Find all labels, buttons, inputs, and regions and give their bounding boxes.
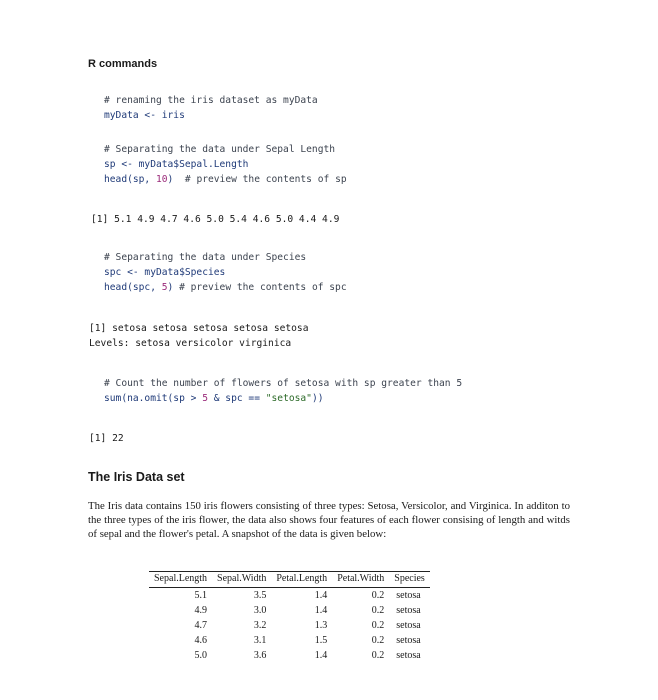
output-spc-head <box>89 321 309 351</box>
output-sp-head: [1] 5.1 4.9 4.7 4.6 5.0 5.4 4.6 5.0 4.4 4.9 <box>91 214 340 225</box>
code-line: sp <- myData$Sepal.Length <box>104 159 249 170</box>
table-cell: 3.0 <box>253 605 267 616</box>
output-levels: Levels: setosa versicolor virginica <box>89 338 292 349</box>
code-line: myData <- iris <box>104 110 185 121</box>
col-header: Petal.Width <box>332 572 389 588</box>
code-fn: head(spc, <box>104 282 162 293</box>
table-row <box>149 588 430 604</box>
output-line: [1] setosa setosa setosa setosa setosa <box>89 323 309 334</box>
table-cell: setosa <box>396 635 421 646</box>
table-cell: 3.6 <box>253 650 267 661</box>
table-cell: 0.2 <box>371 605 385 616</box>
table-cell: 5.0 <box>194 650 208 661</box>
table-cell: setosa <box>396 620 421 631</box>
table-cell: setosa <box>396 650 421 661</box>
code-comment-inline: # preview the contents of sp <box>184 174 347 185</box>
table-cell: 0.2 <box>371 620 385 631</box>
table-cell: 1.4 <box>314 605 328 616</box>
code-fn-end: ) <box>167 174 174 185</box>
table-cell: 3.1 <box>253 635 267 646</box>
code-line: spc <- myData$Species <box>104 267 226 278</box>
table-cell: setosa <box>396 605 421 616</box>
code-comment: # Separating the data under Sepal Length <box>104 144 336 155</box>
code-block-sepal-length <box>104 142 347 187</box>
table-cell: 0.2 <box>371 590 385 601</box>
table-row <box>149 603 430 618</box>
code-block-rename <box>104 93 318 123</box>
table-cell: 3.2 <box>253 620 267 631</box>
table-cell: setosa <box>396 590 421 601</box>
code-comment: # Separating the data under Species <box>104 252 307 263</box>
code-string: "setosa" <box>265 393 312 404</box>
table-cell: 5.1 <box>194 590 208 601</box>
code-block-count <box>104 376 462 406</box>
iris-snapshot-table <box>149 571 430 669</box>
output-count: [1] 22 <box>89 433 124 444</box>
table-cell: 0.2 <box>371 635 385 646</box>
code-fn-end: ) <box>167 282 174 293</box>
iris-data-heading: The Iris Data set <box>88 470 185 484</box>
code-mid: & spc == <box>207 393 266 404</box>
col-header: Sepal.Width <box>212 572 271 588</box>
code-comment: # renaming the iris dataset as myData <box>104 95 318 106</box>
code-number: 10 <box>155 174 168 185</box>
table-row <box>149 618 430 633</box>
code-comment-inline: # preview the contents of spc <box>179 282 347 293</box>
table-header-row <box>149 572 430 588</box>
table-row <box>149 633 430 648</box>
code-block-species <box>104 250 347 295</box>
code-number: 5 <box>161 282 168 293</box>
table-cell: 1.5 <box>314 635 328 646</box>
table-cell: 3.5 <box>253 590 267 601</box>
code-number: 5 <box>202 393 208 404</box>
table-row <box>149 648 430 669</box>
code-post: )) <box>311 393 324 404</box>
code-fn: head(sp, <box>104 174 156 185</box>
table-cell: 4.9 <box>194 605 208 616</box>
col-header: Petal.Length <box>271 572 332 588</box>
table-cell: 1.4 <box>314 590 328 601</box>
code-pre: sum(na.omit(sp > <box>104 393 203 404</box>
table-cell: 1.4 <box>314 650 328 661</box>
table-cell: 4.6 <box>194 635 208 646</box>
col-header: Sepal.Length <box>149 572 212 588</box>
r-commands-heading: R commands <box>88 58 158 70</box>
table-cell: 4.7 <box>194 620 208 631</box>
col-header: Species <box>389 572 430 588</box>
iris-description: The Iris data contains 150 iris flowers consisting of three types: Setosa, Versicolor, and Virginica. In additon to the three types of the iris flower, the data also shows four features of each flower consising of length and witds of sepal and the flower's petal. A snapshot of the data is given below: <box>88 500 570 541</box>
table-cell: 0.2 <box>371 650 385 661</box>
table-cell: 1.3 <box>314 620 328 631</box>
code-comment: # Count the number of flowers of setosa with sp greater than 5 <box>104 378 463 389</box>
